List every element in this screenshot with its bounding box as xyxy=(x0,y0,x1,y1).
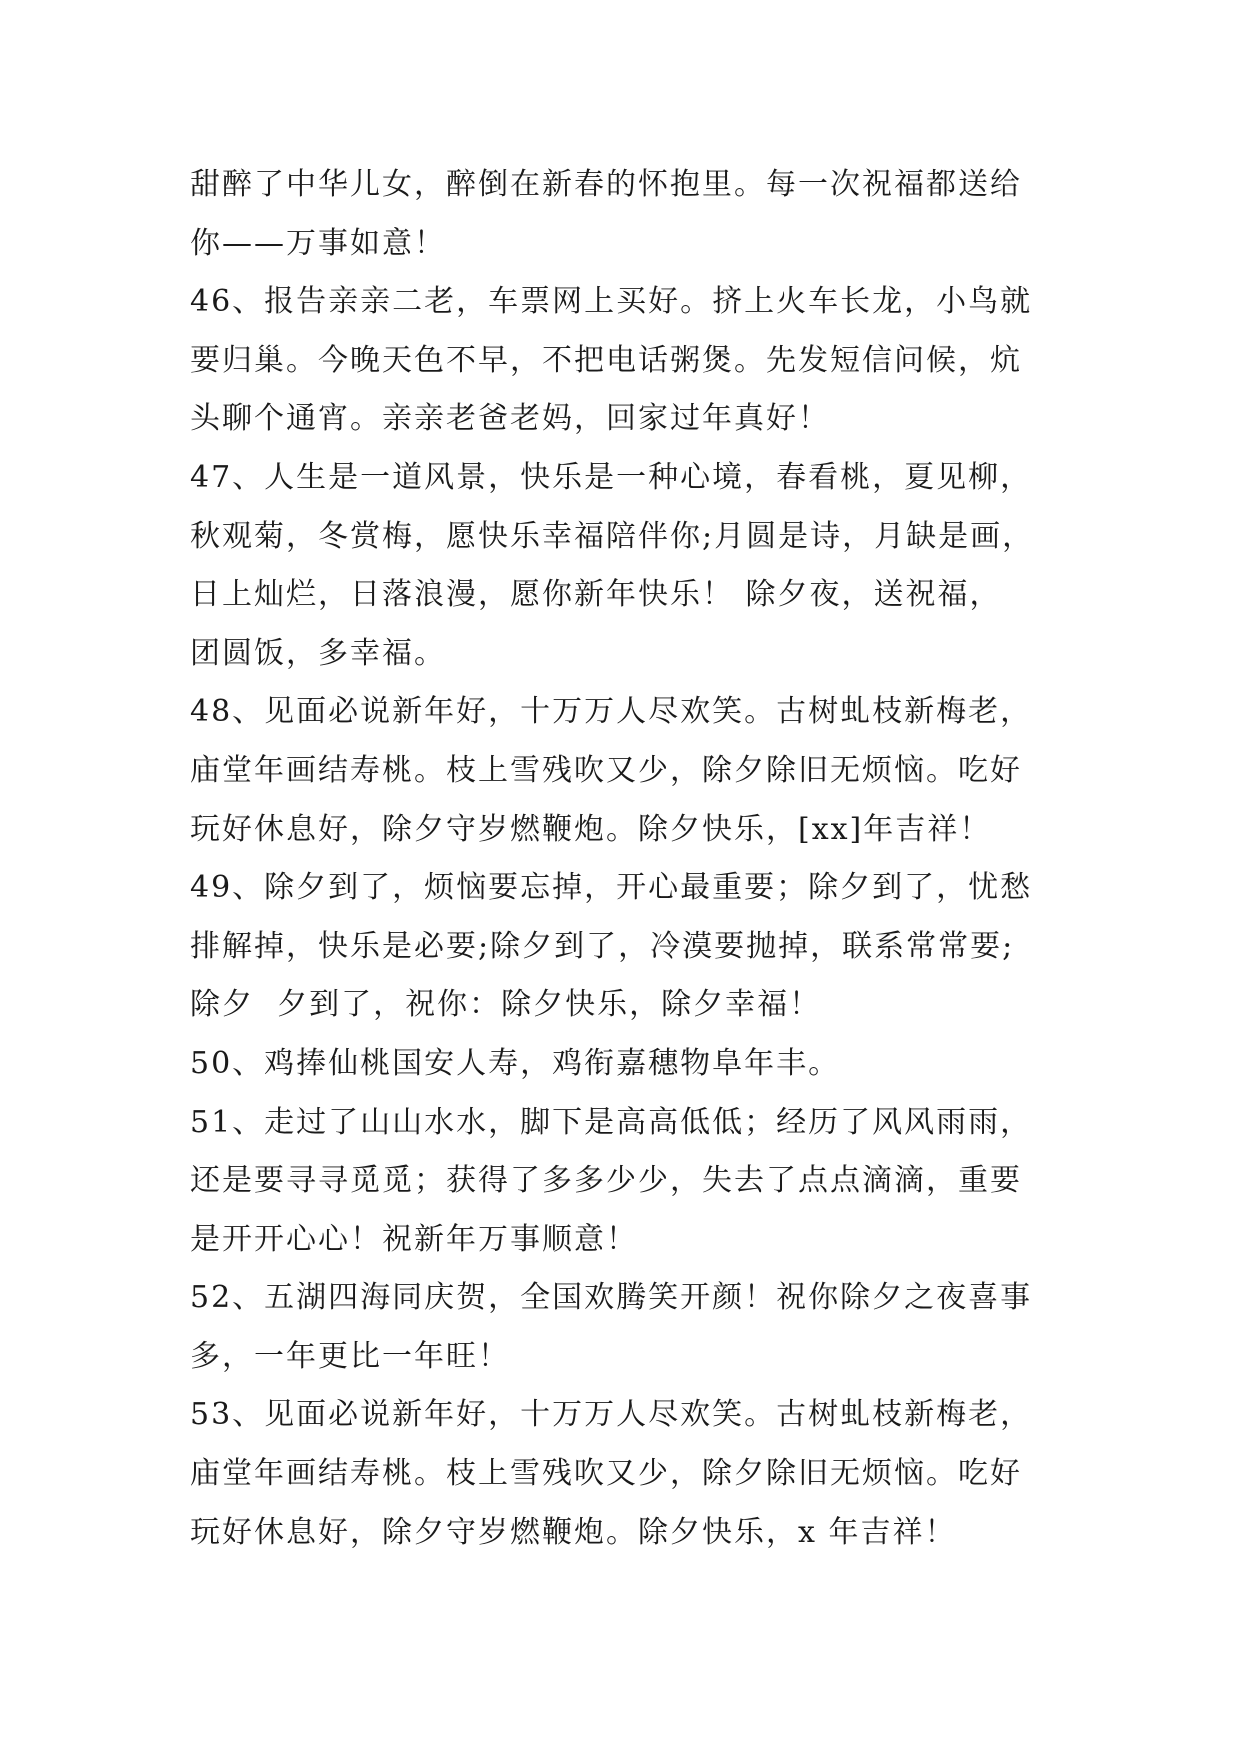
text-line: 庙堂年画结寿桃。枝上雪残吹又少，除夕除旧无烦恼。吃好 xyxy=(190,752,1022,788)
text-line: 除夕 夕到了，祝你：除夕快乐，除夕幸福！ xyxy=(190,987,822,1023)
text-line: 53、见面必说新年好，十万万人尽欢笑。古树虬枝新梅老， xyxy=(190,1397,1033,1433)
text-line: 庙堂年画结寿桃。枝上雪残吹又少，除夕除旧无烦恼。吃好 xyxy=(190,1456,1022,1492)
text-line: 甜醉了中华儿女，醉倒在新春的怀抱里。每一次祝福都送给 xyxy=(190,167,1022,202)
text-line: 日上灿烂，日落浪漫，愿你新年快乐！ 除夕夜，送祝福， xyxy=(190,577,1002,613)
text-line: 玩好休息好，除夕守岁燃鞭炮。除夕快乐，[xx]年吉祥！ xyxy=(190,811,992,847)
text-line: 50、鸡捧仙桃国安人寿，鸡衔嘉穗物阜年丰。 xyxy=(190,1045,841,1081)
text-line: 51、走过了山山水水，脚下是高高低低；经历了风风雨雨， xyxy=(190,1104,1033,1140)
text-line: 46、报告亲亲二老，车票网上买好。挤上火车长龙，小鸟就 xyxy=(190,284,1033,320)
text-line: 团圆饭，多幸福。 xyxy=(190,635,446,671)
text-line: 你——万事如意！ xyxy=(190,225,446,261)
text-line: 多，一年更比一年旺！ xyxy=(190,1338,510,1374)
text-line: 秋观菊，冬赏梅，愿快乐幸福陪伴你;月圆是诗，月缺是画， xyxy=(190,518,1035,554)
document-body xyxy=(190,156,1070,1562)
text-line: 玩好休息好，除夕守岁燃鞭炮。除夕快乐，x 年吉祥！ xyxy=(190,1514,957,1550)
text-line: 52、五湖四海同庆贺，全国欢腾笑开颜！祝你除夕之夜喜事 xyxy=(190,1280,1033,1316)
text-line: 47、人生是一道风景，快乐是一种心境，春看桃，夏见柳， xyxy=(190,459,1033,495)
text-line: 48、见面必说新年好，十万万人尽欢笑。古树虬枝新梅老， xyxy=(190,694,1033,730)
text-line: 49、除夕到了，烦恼要忘掉，开心最重要；除夕到了，忧愁 xyxy=(190,870,1033,906)
text-line: 排解掉，快乐是必要;除夕到了，冷漠要抛掉，联系常常要; xyxy=(190,928,1015,964)
text-line: 是开开心心！祝新年万事顺意！ xyxy=(190,1221,638,1257)
text-line: 还是要寻寻觅觅；获得了多多少少，失去了点点滴滴，重要 xyxy=(190,1163,1022,1199)
text-line: 要归巢。今晚天色不早，不把电话粥煲。先发短信问候，炕 xyxy=(190,342,1022,378)
text-line: 头聊个通宵。亲亲老爸老妈，回家过年真好！ xyxy=(190,401,830,437)
